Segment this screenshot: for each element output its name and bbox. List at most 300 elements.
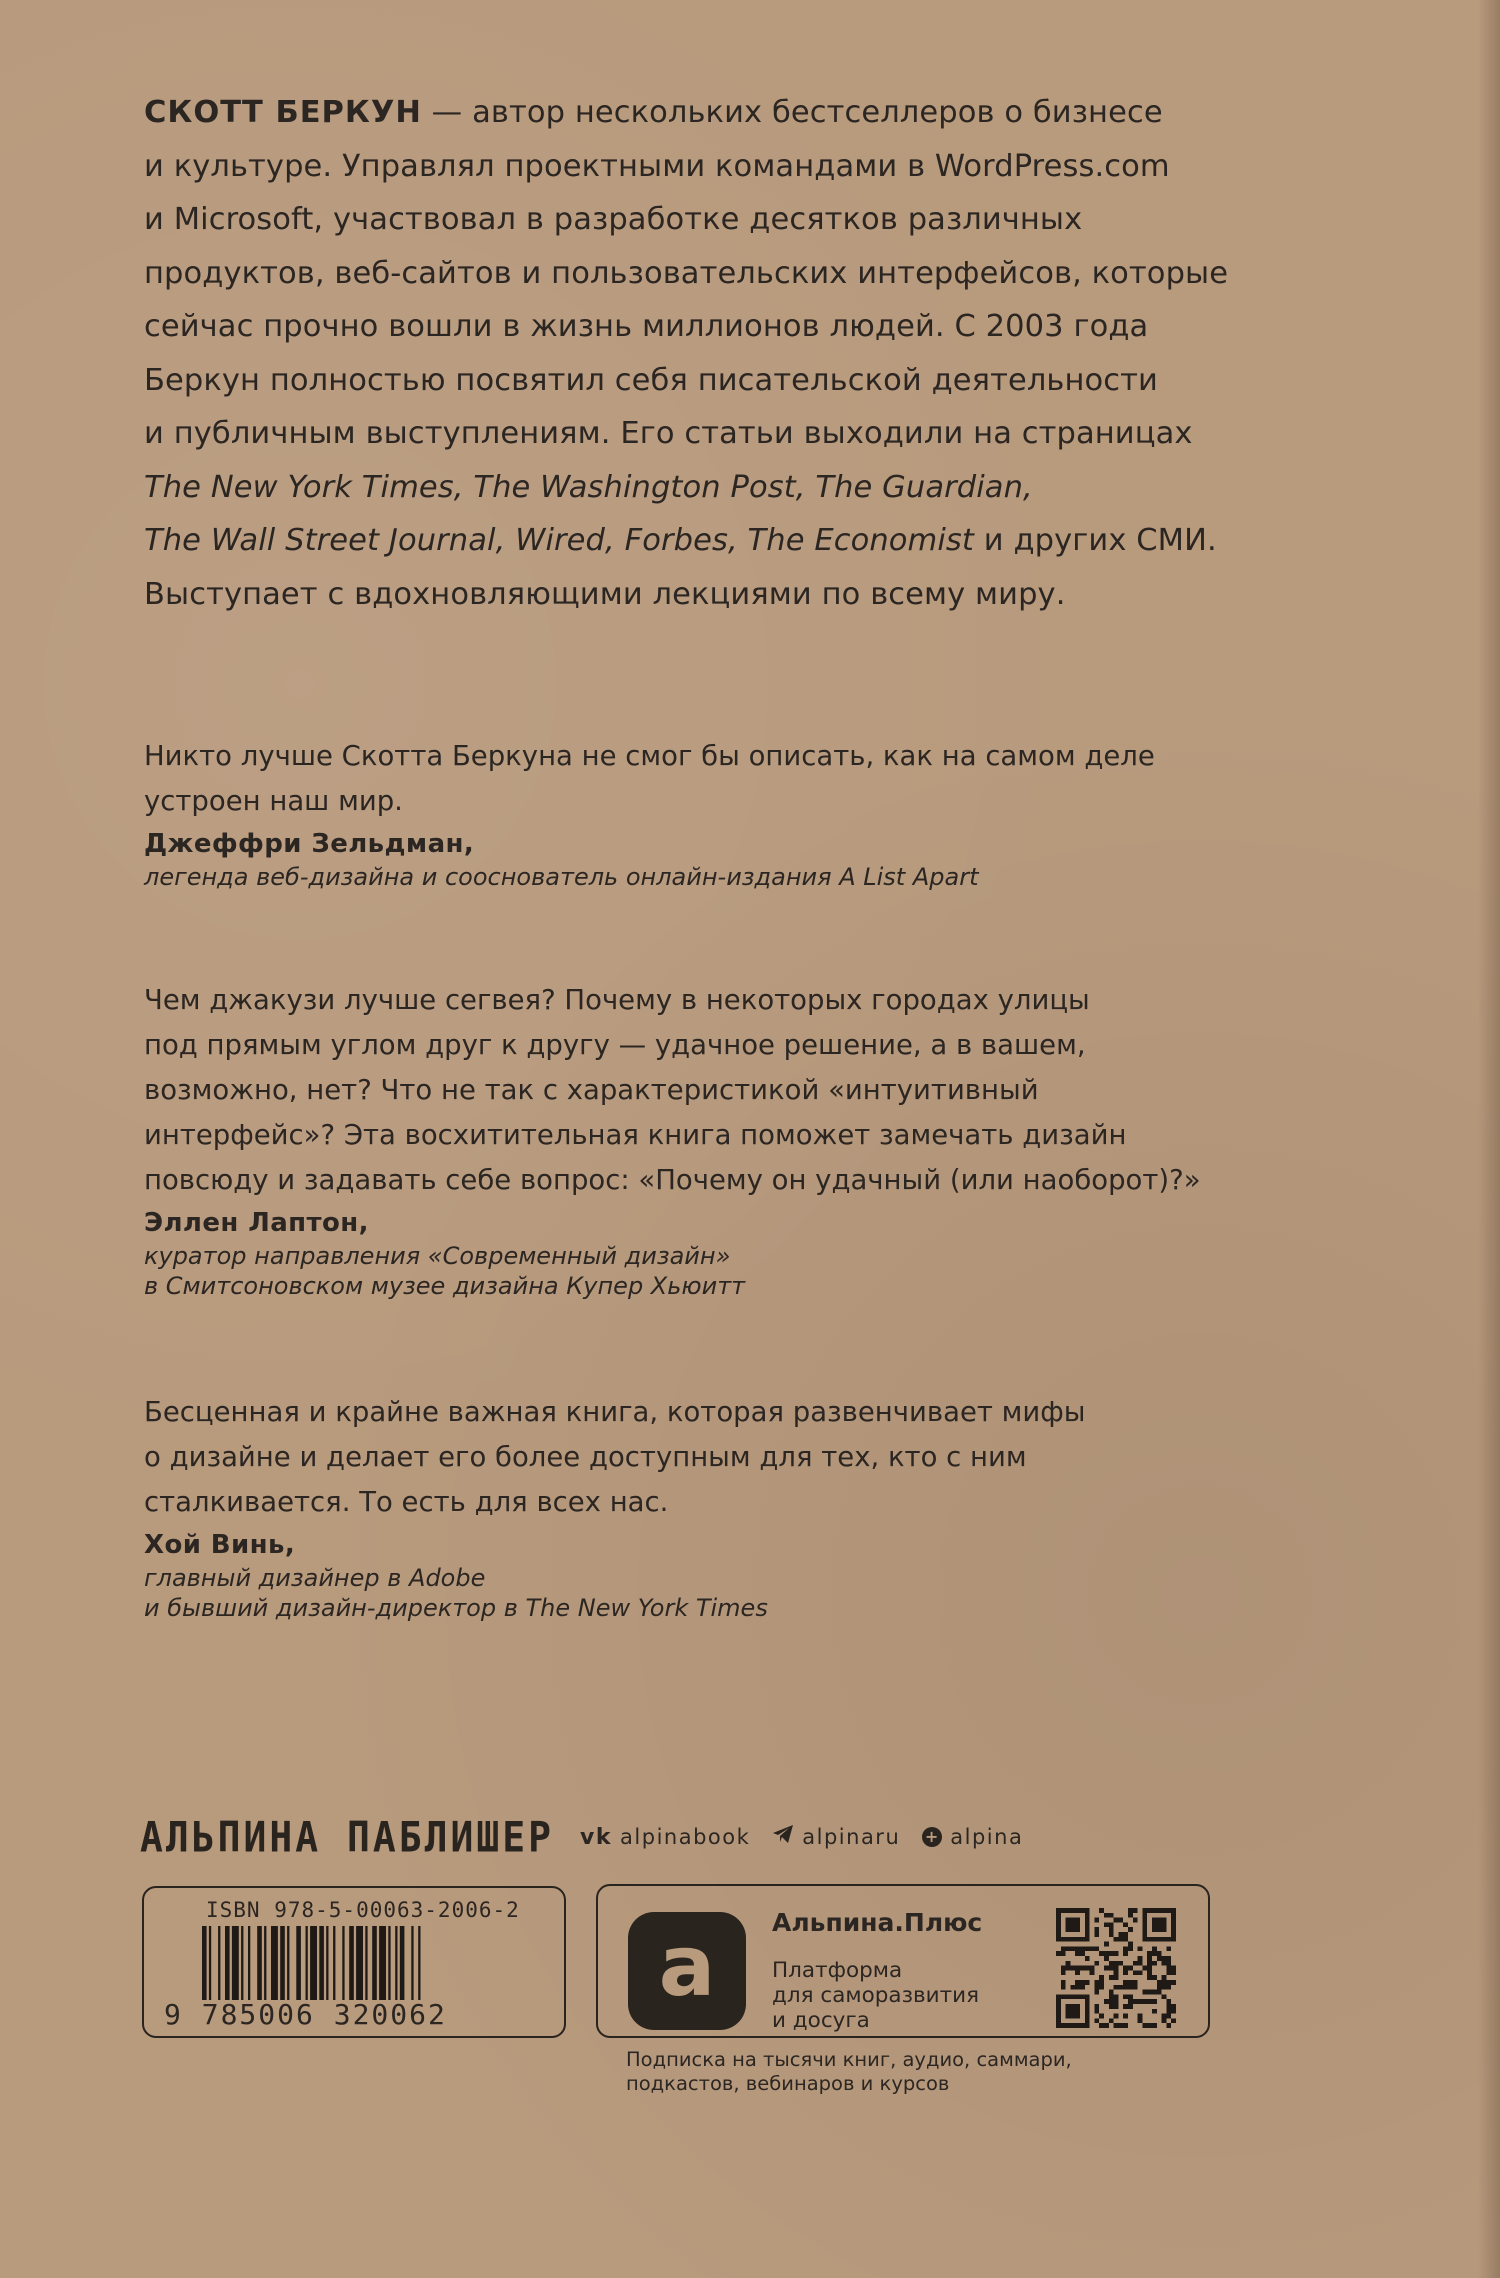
barcode-bar <box>306 1926 308 2000</box>
qr-module <box>1109 1922 1114 1927</box>
social-link-vk[interactable]: vk alpinabook <box>580 1824 751 1850</box>
qr-module <box>1075 2004 1080 2009</box>
qr-module <box>1128 1980 1133 1985</box>
qr-module <box>1109 1932 1114 1937</box>
qr-module <box>1162 1961 1167 1966</box>
qr-module <box>1056 1918 1061 1923</box>
qr-module <box>1104 1999 1109 2004</box>
barcode-bar <box>319 1926 324 2000</box>
qr-module <box>1147 1966 1152 1971</box>
qr-module <box>1085 2018 1090 2023</box>
qr-module <box>1142 1966 1147 1971</box>
qr-module <box>1085 1922 1090 1927</box>
qr-module <box>1162 1908 1167 1913</box>
qr-module <box>1099 1985 1104 1990</box>
qr-module <box>1128 2004 1133 2009</box>
qr-module <box>1171 1913 1176 1918</box>
qr-module <box>1085 1946 1090 1951</box>
qr-module <box>1109 1975 1114 1980</box>
qr-module <box>1066 2004 1071 2009</box>
qr-module <box>1138 1999 1143 2004</box>
qr-module <box>1066 1994 1071 1999</box>
qr-module <box>1142 1908 1147 1913</box>
blurb-vinh <box>144 1390 1374 1623</box>
qr-module <box>1056 1994 1061 1999</box>
qr-module <box>1152 1946 1157 1951</box>
qr-module <box>1171 1918 1176 1923</box>
qr-module <box>1157 1927 1162 1932</box>
barcode-bar <box>296 1926 301 2000</box>
qr-module <box>1070 1927 1075 1932</box>
qr-module <box>1094 2004 1099 2009</box>
qr-module <box>1094 1990 1099 1995</box>
cover-edge-shadow <box>1478 0 1500 2278</box>
qr-module <box>1114 1975 1119 1980</box>
qr-module <box>1118 1985 1123 1990</box>
qr-module <box>1157 1922 1162 1927</box>
qr-module <box>1138 1946 1143 1951</box>
qr-module <box>1094 1946 1099 1951</box>
barcode-icon <box>202 1926 512 2000</box>
qr-module <box>1157 1956 1162 1961</box>
publisher-logo: АЛЬПИНА ПАБЛИШЕР <box>140 1812 555 1862</box>
qr-module <box>1094 1985 1099 1990</box>
qr-module <box>1123 2014 1128 2019</box>
qr-module <box>1152 1990 1157 1995</box>
qr-module <box>1166 1961 1171 1966</box>
qr-module <box>1104 1951 1109 1956</box>
qr-module <box>1171 1908 1176 1913</box>
qr-module <box>1056 1908 1061 1913</box>
qr-module <box>1162 1927 1167 1932</box>
qr-module <box>1085 2009 1090 2014</box>
qr-module <box>1109 1961 1114 1966</box>
qr-module <box>1133 1999 1138 2004</box>
qr-module <box>1157 1990 1162 1995</box>
qr-module <box>1070 2023 1075 2028</box>
qr-module <box>1162 1937 1167 1942</box>
alpina-plus-subscription: Подписка на тысячи книг, аудио, саммари, подкастов, вебинаров и курсов <box>626 2048 1072 2095</box>
qr-module <box>1166 1908 1171 1913</box>
alpina-plus-ad <box>596 1884 1210 2038</box>
qr-module <box>1171 1937 1176 1942</box>
qr-module <box>1166 1970 1171 1975</box>
barcode-bar <box>388 1926 390 2000</box>
qr-module <box>1070 1966 1075 1971</box>
blurb-author-role: куратор направления «Современный дизайн» в Смитсоновском музее дизайна Купер Хьюитт <box>144 1242 746 1300</box>
qr-module <box>1085 1980 1090 1985</box>
qr-module <box>1080 1908 1085 1913</box>
qr-module <box>1142 1999 1147 2004</box>
qr-module <box>1075 2009 1080 2014</box>
qr-module <box>1066 1946 1071 1951</box>
author-name: СКОТТ БЕРКУН <box>144 95 422 130</box>
qr-module <box>1133 1980 1138 1985</box>
qr-module <box>1075 1970 1080 1975</box>
qr-module <box>1138 1961 1143 1966</box>
blurb-author-role: главный дизайнер в Adobe и бывший дизайн-директор в The New York Times <box>144 1564 768 1622</box>
barcode-bar <box>400 1926 405 2000</box>
qr-module <box>1118 2023 1123 2028</box>
qr-module <box>1123 1994 1128 1999</box>
barcode-bar <box>257 1926 262 2000</box>
qr-module <box>1109 1966 1114 1971</box>
qr-module <box>1070 1937 1075 1942</box>
blurb-text: Бесценная и крайне важная книга, которая развенчивает мифы о дизайне и делает его более доступным для тех, кто с ним сталкивается. То есть для всех нас. <box>144 1396 1086 1518</box>
alpina-plus-logo: a <box>628 1912 746 2030</box>
publisher-row <box>140 1812 1140 1862</box>
qr-module <box>1152 2009 1157 2014</box>
qr-module <box>1109 1951 1114 1956</box>
qr-module <box>1094 1980 1099 1985</box>
qr-module <box>1085 1937 1090 1942</box>
qr-module <box>1152 1999 1157 2004</box>
qr-module <box>1133 1970 1138 1975</box>
qr-module <box>1133 1908 1138 1913</box>
social-link-telegram[interactable]: alpinaru <box>772 1824 900 1850</box>
qr-module <box>1056 1913 1061 1918</box>
qr-module <box>1123 2023 1128 2028</box>
qr-module <box>1142 1922 1147 1927</box>
qr-module <box>1152 1918 1157 1923</box>
qr-module <box>1080 1937 1085 1942</box>
qr-module <box>1094 1927 1099 1932</box>
barcode-bar <box>225 1926 230 2000</box>
qr-module <box>1162 1994 1167 1999</box>
qr-module <box>1075 1908 1080 1913</box>
qr-module <box>1075 1918 1080 1923</box>
qr-module <box>1070 2009 1075 2014</box>
qr-module <box>1085 1913 1090 1918</box>
qr-module <box>1171 2018 1176 2023</box>
qr-module <box>1152 1922 1157 1927</box>
qr-module <box>1099 1908 1104 1913</box>
barcode-bar <box>209 1926 211 2000</box>
qr-module <box>1114 1966 1119 1971</box>
qr-module <box>1152 1975 1157 1980</box>
qr-module <box>1104 2023 1109 2028</box>
qr-module <box>1171 1932 1176 1937</box>
qr-module <box>1123 1980 1128 1985</box>
qr-module <box>1114 1970 1119 1975</box>
qr-module <box>1061 1966 1066 1971</box>
qr-module <box>1142 1932 1147 1937</box>
qr-module <box>1162 1975 1167 1980</box>
qr-module <box>1114 1961 1119 1966</box>
qr-module <box>1056 1999 1061 2004</box>
blurb-author: Эллен Лаптон, <box>144 1208 369 1238</box>
barcode-bar <box>271 1926 278 2000</box>
qr-module <box>1166 2023 1171 2028</box>
qr-module <box>1099 1975 1104 1980</box>
qr-module <box>1114 1994 1119 1999</box>
barcode-bar <box>232 1926 239 2000</box>
ean-number: 9 785006 320062 <box>164 1998 447 2031</box>
qr-module <box>1171 2009 1176 2014</box>
barcode-bar <box>379 1926 386 2000</box>
qr-module <box>1138 1970 1143 1975</box>
qr-module <box>1147 1956 1152 1961</box>
qr-module <box>1133 1961 1138 1966</box>
qr-module <box>1142 1927 1147 1932</box>
qr-module <box>1152 2023 1157 2028</box>
qr-module <box>1085 2004 1090 2009</box>
blurb-lupton <box>144 978 1374 1301</box>
qr-module <box>1114 1951 1119 1956</box>
qr-module <box>1085 2023 1090 2028</box>
qr-module <box>1085 1999 1090 2004</box>
qr-module <box>1061 1980 1066 1985</box>
qr-module <box>1123 1966 1128 1971</box>
barcode-bar <box>418 1926 420 2000</box>
qr-module <box>1162 2014 1167 2019</box>
qr-module <box>1157 1937 1162 1942</box>
qr-module <box>1085 2014 1090 2019</box>
qr-module <box>1114 2023 1119 2028</box>
qr-module <box>1114 1999 1119 2004</box>
qr-module <box>1094 1918 1099 1923</box>
qr-module <box>1061 1985 1066 1990</box>
barcode-bar <box>202 1926 207 2000</box>
qr-module <box>1066 2009 1071 2014</box>
isbn-label: ISBN 978-5-00063-2006-2 <box>206 1898 520 1922</box>
qr-module <box>1162 1922 1167 1927</box>
qr-module <box>1094 1932 1099 1937</box>
qr-module <box>1056 2018 1061 2023</box>
qr-module <box>1152 1908 1157 1913</box>
vk-icon: vk <box>580 1824 613 1850</box>
qr-module <box>1142 1918 1147 1923</box>
qr-module <box>1061 1951 1066 1956</box>
qr-module <box>1066 1922 1071 1927</box>
qr-module <box>1152 1927 1157 1932</box>
qr-module <box>1162 1956 1167 1961</box>
author-bio: СКОТТ БЕРКУН — автор нескольких бестселлеров о бизнесе и культуре. Управлял проектными командами в WordPress.com и Microsoft, участвовал в разработке десятков различных продуктов, веб-сайтов и пользовательских интерфейсов, которые сейчас прочно вошли в жизнь миллионов людей. С 2003 года Беркун полностью посвятил себя писательской деятельности и публичным выступлениям. Его статьи выходили на страницах The New York Times, The Washington Post, The Guardian, The Wall Street Journal, Wired, Forbes, The Economist и других СМИ. Выступает с вдохновляющими лекциями по всему миру. <box>144 95 1229 612</box>
qr-module <box>1157 1951 1162 1956</box>
qr-module <box>1080 1985 1085 1990</box>
qr-module <box>1114 2004 1119 2009</box>
qr-module <box>1080 2023 1085 2028</box>
barcode-bar <box>342 1926 344 2000</box>
qr-module <box>1075 2014 1080 2019</box>
qr-module <box>1080 1966 1085 1971</box>
qr-module <box>1075 1980 1080 1985</box>
qr-module <box>1104 1966 1109 1971</box>
qr-module <box>1080 1994 1085 1999</box>
qr-module <box>1070 2004 1075 2009</box>
qr-module <box>1138 1956 1143 1961</box>
qr-module <box>1070 1922 1075 1927</box>
barcode-bar <box>264 1926 266 2000</box>
qr-module <box>1128 1999 1133 2004</box>
qr-module <box>1109 1990 1114 1995</box>
alpina-plus-description: Платформа для саморазвития и досуга <box>772 1958 980 2033</box>
qr-module <box>1075 1927 1080 1932</box>
plus-circle-icon: + <box>922 1827 942 1847</box>
qr-module <box>1080 1980 1085 1985</box>
qr-module <box>1070 1985 1075 1990</box>
qr-module <box>1118 1932 1123 1937</box>
qr-module <box>1085 1927 1090 1932</box>
qr-module <box>1128 1942 1133 1947</box>
qr-module <box>1162 2018 1167 2023</box>
qr-module <box>1066 1966 1071 1971</box>
qr-module <box>1147 1975 1152 1980</box>
qr-module <box>1099 2014 1104 2019</box>
social-link-alpina[interactable]: + alpina <box>922 1825 1023 1849</box>
qr-module <box>1066 1937 1071 1942</box>
qr-module <box>1157 1918 1162 1923</box>
qr-module <box>1070 1946 1075 1951</box>
qr-module <box>1171 1922 1176 1927</box>
barcode-bar <box>248 1926 250 2000</box>
qr-module <box>1128 1985 1133 1990</box>
qr-module <box>1080 1951 1085 1956</box>
qr-module <box>1142 1990 1147 1995</box>
qr-module <box>1138 2018 1143 2023</box>
qr-module <box>1123 2004 1128 2009</box>
blurb-text: Никто лучше Скотта Беркуна не смог бы описать, как на самом деле устроен наш мир. <box>144 740 1155 817</box>
qr-module <box>1066 2014 1071 2019</box>
barcode-bar <box>411 1926 413 2000</box>
qr-module <box>1066 1927 1071 1932</box>
barcode-bar <box>395 1926 397 2000</box>
barcode-bar <box>218 1926 220 2000</box>
qr-module <box>1152 1951 1157 1956</box>
qr-module <box>1142 1913 1147 1918</box>
qr-module <box>1061 1946 1066 1951</box>
qr-module <box>1099 2023 1104 2028</box>
qr-module <box>1090 1946 1095 1951</box>
qr-module <box>1109 2004 1114 2009</box>
qr-module <box>1166 2014 1171 2019</box>
qr-module <box>1147 1970 1152 1975</box>
qr-module <box>1142 2023 1147 2028</box>
qr-module <box>1123 1951 1128 1956</box>
qr-module <box>1109 2018 1114 2023</box>
qr-module <box>1070 1918 1075 1923</box>
qr-module <box>1147 1908 1152 1913</box>
qr-module <box>1166 1985 1171 1990</box>
qr-module <box>1166 1999 1171 2004</box>
qr-module <box>1171 1980 1176 1985</box>
barcode-bar <box>333 1926 335 2000</box>
qr-module <box>1166 1946 1171 1951</box>
qr-module <box>1061 2023 1066 2028</box>
qr-module <box>1056 1951 1061 1956</box>
qr-module <box>1085 1994 1090 1999</box>
qr-module <box>1094 2009 1099 2014</box>
barcode-bar <box>241 1926 243 2000</box>
qr-module <box>1171 1966 1176 1971</box>
qr-module <box>1070 1908 1075 1913</box>
qr-module <box>1171 2004 1176 2009</box>
qr-module <box>1066 1908 1071 1913</box>
qr-module <box>1085 1918 1090 1923</box>
qr-module <box>1085 1932 1090 1937</box>
qr-module <box>1056 1937 1061 1942</box>
qr-module <box>1123 1937 1128 1942</box>
qr-module <box>1162 1918 1167 1923</box>
qr-module <box>1123 1922 1128 1927</box>
qr-module <box>1152 1961 1157 1966</box>
qr-module <box>1104 1942 1109 1947</box>
qr-code-icon[interactable] <box>1056 1908 1176 2028</box>
qr-module <box>1147 1951 1152 1956</box>
qr-module <box>1128 1913 1133 1918</box>
qr-module <box>1056 2023 1061 2028</box>
qr-module <box>1157 1980 1162 1985</box>
qr-module <box>1123 1946 1128 1951</box>
qr-module <box>1123 1970 1128 1975</box>
qr-module <box>1147 1961 1152 1966</box>
qr-module <box>1056 1932 1061 1937</box>
qr-module <box>1157 1908 1162 1913</box>
qr-module <box>1085 1956 1090 1961</box>
qr-module <box>1066 1961 1071 1966</box>
qr-module <box>1166 2004 1171 2009</box>
qr-module <box>1075 1994 1080 1999</box>
qr-module <box>1104 1922 1109 1927</box>
blurb-text: Чем джакузи лучше сегвея? Почему в некоторых городах улицы под прямым углом друг к другу — удачное решение, а в вашем, возможно, нет? Что не так с характеристикой «интуитивный интерфейс»? Эта восхитительная книга поможет замечать дизайн повсюду и задавать себе вопрос: «Почему он удачный (или наоборот)?» <box>144 984 1201 1196</box>
qr-module <box>1114 1985 1119 1990</box>
qr-module <box>1138 2014 1143 2019</box>
qr-module <box>1075 1922 1080 1927</box>
qr-module <box>1094 1961 1099 1966</box>
barcode-bar <box>326 1926 328 2000</box>
qr-module <box>1061 1908 1066 1913</box>
qr-module <box>1104 1913 1109 1918</box>
qr-module <box>1114 1937 1119 1942</box>
qr-module <box>1075 1966 1080 1971</box>
qr-module <box>1109 1999 1114 2004</box>
qr-module <box>1166 1966 1171 1971</box>
qr-module <box>1066 1918 1071 1923</box>
qr-module <box>1080 1946 1085 1951</box>
qr-module <box>1142 1937 1147 1942</box>
qr-module <box>1109 1927 1114 1932</box>
qr-module <box>1056 1922 1061 1927</box>
barcode-box <box>142 1886 566 2038</box>
telegram-icon <box>772 1824 794 1850</box>
qr-module <box>1118 1937 1123 1942</box>
qr-module <box>1128 1994 1133 1999</box>
qr-module <box>1070 1994 1075 1999</box>
qr-module <box>1166 1980 1171 1985</box>
qr-module <box>1157 1985 1162 1990</box>
social-links <box>580 1824 1045 1850</box>
qr-module <box>1123 1932 1128 1937</box>
qr-module <box>1056 2009 1061 2014</box>
qr-module <box>1133 1985 1138 1990</box>
qr-module <box>1166 1956 1171 1961</box>
qr-module <box>1118 1918 1123 1923</box>
blurb-author: Хой Винь, <box>144 1530 296 1560</box>
barcode-bar <box>287 1926 289 2000</box>
qr-module <box>1090 1970 1095 1975</box>
blurb-author-role: легенда веб-дизайна и сооснователь онлайн-издания A List Apart <box>144 863 979 891</box>
qr-module <box>1128 1927 1133 1932</box>
barcode-bar <box>310 1926 317 2000</box>
qr-module <box>1099 1951 1104 1956</box>
qr-module <box>1118 1961 1123 1966</box>
qr-module <box>1085 1966 1090 1971</box>
qr-module <box>1090 1966 1095 1971</box>
qr-module <box>1162 1980 1167 1985</box>
qr-module <box>1171 1927 1176 1932</box>
qr-module <box>1061 1994 1066 1999</box>
qr-module <box>1075 1951 1080 1956</box>
